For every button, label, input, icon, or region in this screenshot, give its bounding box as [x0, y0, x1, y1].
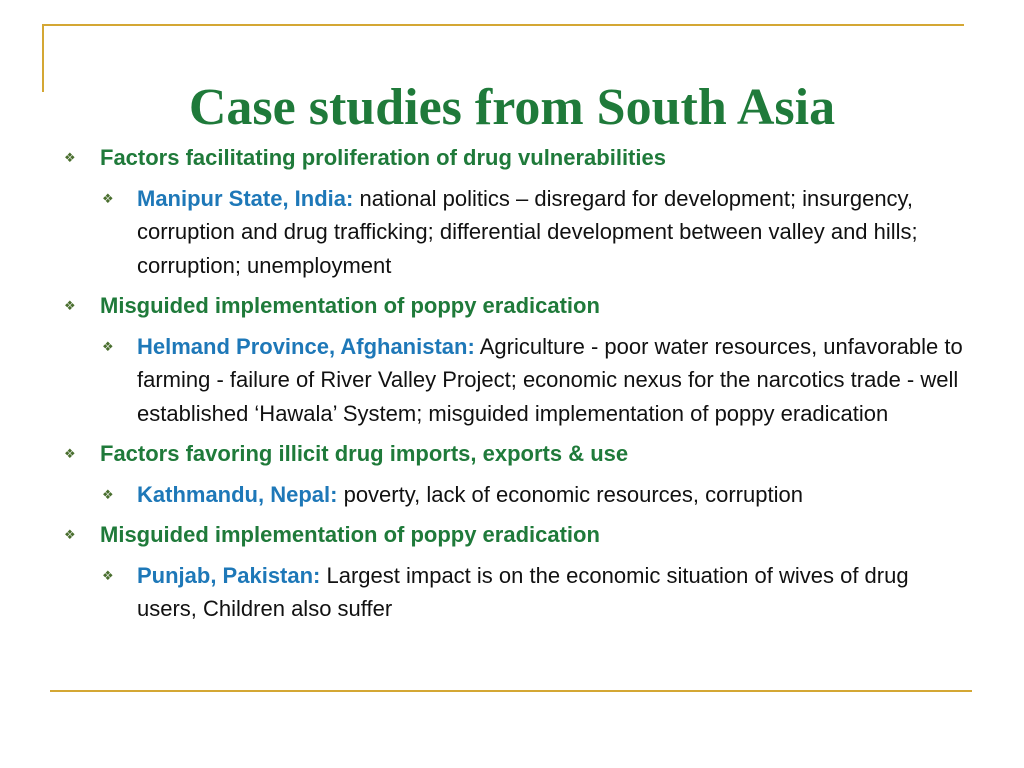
- section-heading-1: [64, 141, 974, 175]
- frame-top-rule: [42, 24, 964, 26]
- section-heading-3: [64, 437, 974, 471]
- bullet-list: [64, 134, 974, 626]
- section-heading-text: Misguided implementation of poppy eradication: [100, 293, 600, 318]
- section-heading-text: Factors favoring illicit drug imports, exports & use: [100, 441, 629, 466]
- case-place: Kathmandu, Nepal:: [137, 481, 338, 507]
- case-place: Punjab, Pakistan:: [137, 562, 321, 588]
- diamond-bullet-icon: ❖: [102, 338, 114, 354]
- section-heading-text: Factors facilitating proliferation of drug vulnerabilities: [100, 145, 666, 170]
- case-place: Helmand Province, Afghanistan:: [137, 333, 475, 359]
- section-heading-4: [64, 518, 974, 552]
- diamond-bullet-icon: ❖: [64, 150, 76, 165]
- diamond-bullet-icon: ❖: [102, 486, 114, 502]
- case-description: national politics – disregard for development; insurgency, corruption and drug trafficking; differential development between valley and hills; corruption; unemployment: [137, 185, 918, 278]
- diamond-bullet-icon: ❖: [64, 527, 76, 542]
- case-place: Manipur State, India:: [137, 185, 354, 211]
- case-description: Agriculture - poor water resources, unfavorable to farming - failure of River Valley Project; economic nexus for the narcotics trade - well established ‘Hawala’ System; misguided implementation of poppy eradication: [137, 333, 963, 426]
- case-description: Largest impact is on the economic situation of wives of drug users, Children also suffer: [137, 562, 909, 621]
- diamond-bullet-icon: ❖: [102, 190, 114, 206]
- section-heading-text: Misguided implementation of poppy eradication: [100, 522, 600, 547]
- frame-bottom-rule: [50, 690, 972, 692]
- diamond-bullet-icon: ❖: [64, 298, 76, 313]
- case-item-4: [64, 559, 974, 626]
- case-item-1: [64, 182, 974, 283]
- section-heading-2: [64, 289, 974, 323]
- case-description: poverty, lack of economic resources, corruption: [337, 481, 803, 507]
- slide-title: Case studies from South Asia: [188, 78, 836, 136]
- diamond-bullet-icon: ❖: [64, 446, 76, 461]
- diamond-bullet-icon: ❖: [102, 567, 114, 583]
- case-item-3: [64, 478, 974, 512]
- case-item-2: [64, 330, 974, 431]
